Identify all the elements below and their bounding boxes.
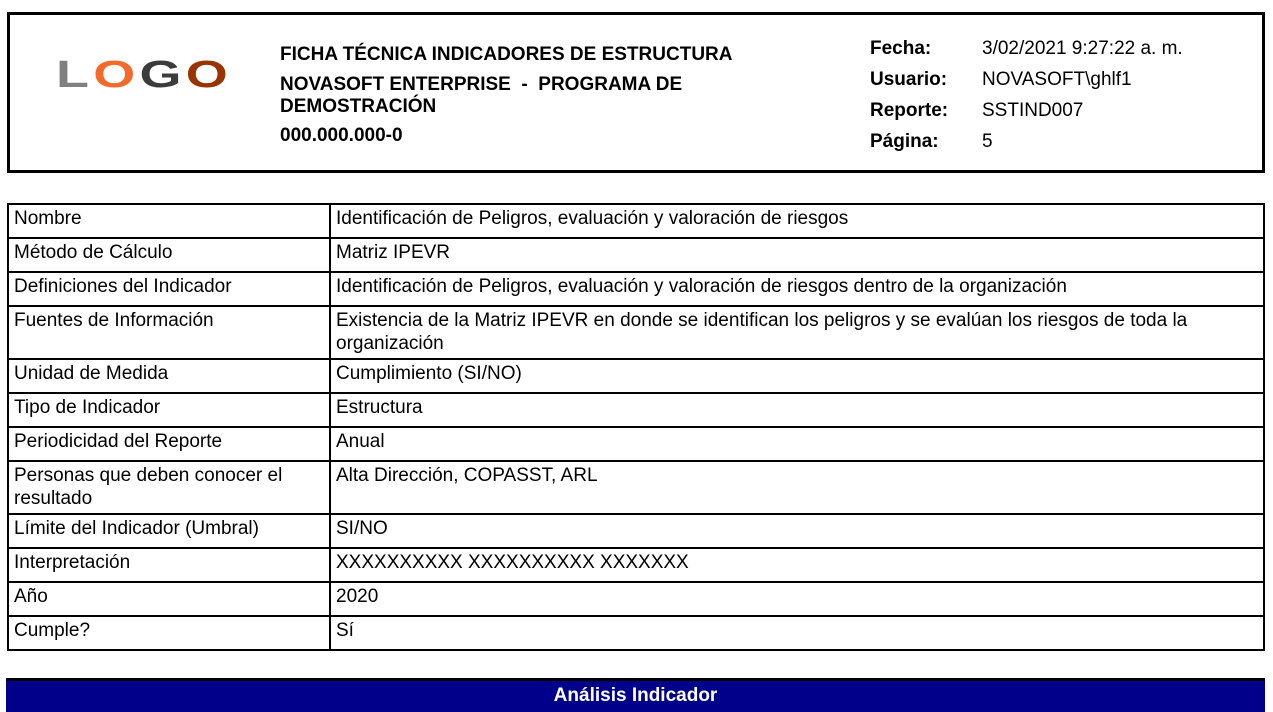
logo-letter: G bbox=[139, 54, 186, 96]
meta-label: Fecha: bbox=[870, 38, 932, 59]
company-name: NOVASOFT ENTERPRISE - PROGRAMA DE DEMOSTRACIÓN bbox=[280, 74, 688, 117]
logo-letter: O bbox=[185, 54, 232, 96]
table-row bbox=[8, 238, 1264, 272]
meta-row-reporte bbox=[870, 100, 1262, 122]
meta-row-fecha bbox=[870, 38, 1262, 60]
meta-label: Usuario: bbox=[870, 69, 948, 90]
report-meta bbox=[870, 15, 1262, 170]
row-label-cell: Año bbox=[8, 582, 330, 616]
row-label-cell: Interpretación bbox=[8, 548, 330, 582]
row-label-cell: Fuentes de Información bbox=[8, 306, 330, 359]
company-tax-id: 000.000.000-0 bbox=[280, 125, 403, 146]
row-value-cell: Identificación de Peligros, evaluación y valoración de riesgos bbox=[330, 204, 1264, 238]
row-label-cell: Definiciones del Indicador bbox=[8, 272, 330, 306]
table-row bbox=[8, 359, 1264, 393]
row-value-cell: Matriz IPEVR bbox=[330, 238, 1264, 272]
meta-value: 5 bbox=[982, 131, 993, 152]
row-value-cell: Anual bbox=[330, 427, 1264, 461]
table-row bbox=[8, 306, 1264, 359]
row-value-cell: 2020 bbox=[330, 582, 1264, 616]
row-label-cell: Personas que deben conocer el resultado bbox=[8, 461, 330, 514]
report-title: FICHA TÉCNICA INDICADORES DE ESTRUCTURA bbox=[280, 44, 733, 65]
indicator-table bbox=[7, 203, 1265, 651]
row-label-cell: Límite del Indicador (Umbral) bbox=[8, 514, 330, 548]
analysis-banner-title: Análisis Indicador bbox=[553, 685, 718, 706]
table-row bbox=[8, 427, 1264, 461]
row-value-cell: Sí bbox=[330, 616, 1264, 650]
row-value-cell: Identificación de Peligros, evaluación y valoración de riesgos dentro de la organización bbox=[330, 272, 1264, 306]
table-row bbox=[8, 514, 1264, 548]
meta-value: NOVASOFT\ghlf1 bbox=[982, 69, 1132, 90]
table-row bbox=[8, 204, 1264, 238]
table-row bbox=[8, 393, 1264, 427]
table-row bbox=[8, 582, 1264, 616]
logo-letter: L bbox=[56, 54, 94, 96]
meta-row-pagina bbox=[870, 131, 1262, 153]
table-row bbox=[8, 461, 1264, 514]
row-label-cell: Cumple? bbox=[8, 616, 330, 650]
row-value-cell: XXXXXXXXXX XXXXXXXXXX XXXXXXX bbox=[330, 548, 1264, 582]
report-header bbox=[7, 12, 1265, 173]
row-label-cell: Tipo de Indicador bbox=[8, 393, 330, 427]
row-label-cell: Nombre bbox=[8, 204, 330, 238]
logo-area bbox=[10, 15, 280, 170]
row-value-cell: Existencia de la Matriz IPEVR en donde se identifican los peligros y se evalúan los riesgos de toda la organización bbox=[330, 306, 1264, 359]
meta-value: SSTIND007 bbox=[982, 100, 1084, 121]
row-label-cell: Método de Cálculo bbox=[8, 238, 330, 272]
row-value-cell: SI/NO bbox=[330, 514, 1264, 548]
row-label-cell: Unidad de Medida bbox=[8, 359, 330, 393]
row-value-cell: Cumplimiento (SI/NO) bbox=[330, 359, 1264, 393]
company-logo bbox=[56, 56, 232, 94]
row-value-cell: Estructura bbox=[330, 393, 1264, 427]
meta-label: Reporte: bbox=[870, 100, 949, 121]
table-row bbox=[8, 272, 1264, 306]
title-area bbox=[280, 15, 750, 170]
meta-value: 3/02/2021 9:27:22 a. m. bbox=[982, 38, 1183, 59]
analysis-banner bbox=[6, 678, 1265, 712]
row-label-cell: Periodicidad del Reporte bbox=[8, 427, 330, 461]
row-value-cell: Alta Dirección, COPASST, ARL bbox=[330, 461, 1264, 514]
meta-row-usuario bbox=[870, 69, 1262, 91]
table-row bbox=[8, 548, 1264, 582]
table-row bbox=[8, 616, 1264, 650]
meta-label: Página: bbox=[870, 131, 939, 152]
logo-letter: O bbox=[93, 54, 140, 96]
